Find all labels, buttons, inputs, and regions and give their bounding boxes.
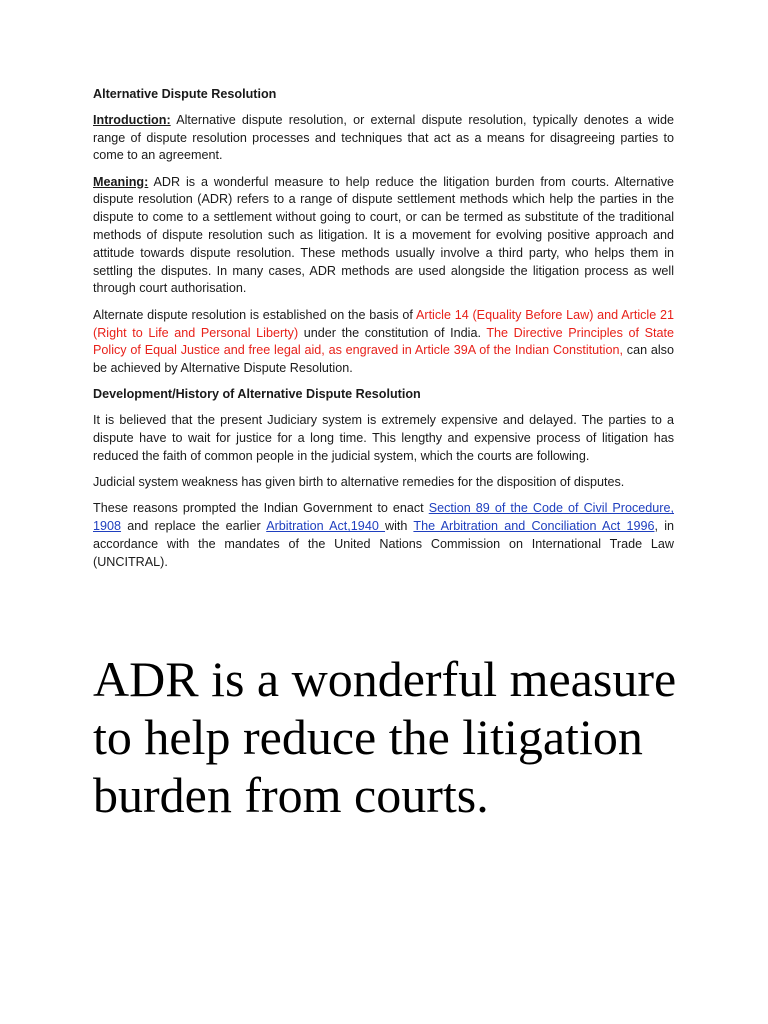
meaning-text: ADR is a wonderful measure to help reduce the litigation burden from courts. Alternative dispute resolution (ADR) refers to a range of dispute settlement methods which help the parties in the dispute to come to a settlement without going to court, or can be termed as substitute of the traditional methods of dispute resolution such as litigation. It is a movement for evolving positive approach and attitude towards dispute resolution. These methods usually involve a third party, who helps them in settling the disputes. In many cases, ADR methods are used alongside the litigation process as well through court authorisation. xyxy=(93,174,674,296)
basis-text-1: Alternate dispute resolution is established on the basis of xyxy=(93,307,416,322)
intro-paragraph xyxy=(93,112,674,165)
reasons-text-4: , in accordance with the mandates of the United Nations Commission on International Trade Law (UNCITRAL). xyxy=(93,519,674,569)
reasons-paragraph xyxy=(93,500,674,571)
pull-quote: ADR is a wonderful measure to help reduce the litigation burden from courts. xyxy=(93,651,677,823)
meaning-paragraph xyxy=(93,174,674,299)
basis-text-3: can also be achieved by Alternative Dispute Resolution. xyxy=(93,343,674,376)
document-body xyxy=(93,86,674,580)
history-paragraph-2: Judicial system weakness has given birth to alternative remedies for the disposition of disputes. xyxy=(93,475,625,490)
basis-paragraph xyxy=(93,307,674,378)
reasons-text-3: with xyxy=(385,519,414,534)
history-heading: Development/History of Alternative Dispute Resolution xyxy=(93,387,421,402)
reasons-text-1: These reasons prompted the Indian Government to enact xyxy=(93,501,429,516)
history-paragraph-1: It is believed that the present Judiciary system is extremely expensive and delayed. The parties to a dispute have to wait for justice for a long time. This lengthy and expensive process of litigation has reduced the faith of common people in the judicial system, which the courts are following. xyxy=(93,413,674,463)
basis-text-2: under the constitution of India. xyxy=(298,325,487,340)
basis-articles-highlight: Article 14 (Equality Before Law) and Article 21 (Right to Life and Personal Liberty) xyxy=(93,307,674,340)
intro-text: Alternative dispute resolution, or external dispute resolution, typically denotes a wide range of dispute resolution processes and techniques that act as a means for disagreeing parties to come to an agreement. xyxy=(93,112,674,163)
section-89-link[interactable]: Section 89 of the Code of Civil Procedure, 1908 xyxy=(93,501,675,534)
arbitration-act-1940-link[interactable]: Arbitration Act,1940 xyxy=(266,519,386,534)
intro-label: Introduction: xyxy=(93,112,171,127)
meaning-label: Meaning: xyxy=(93,174,149,189)
document-title: Alternative Dispute Resolution xyxy=(93,87,277,101)
reasons-text-2: and replace the earlier xyxy=(121,519,267,534)
arbitration-conciliation-act-1996-link[interactable]: The Arbitration and Conciliation Act 1996 xyxy=(413,519,655,534)
basis-directive-highlight: The Directive Principles of State Policy of Equal Justice and free legal aid, as engraved in Article 39A of the Indian Constitution, xyxy=(93,325,674,358)
